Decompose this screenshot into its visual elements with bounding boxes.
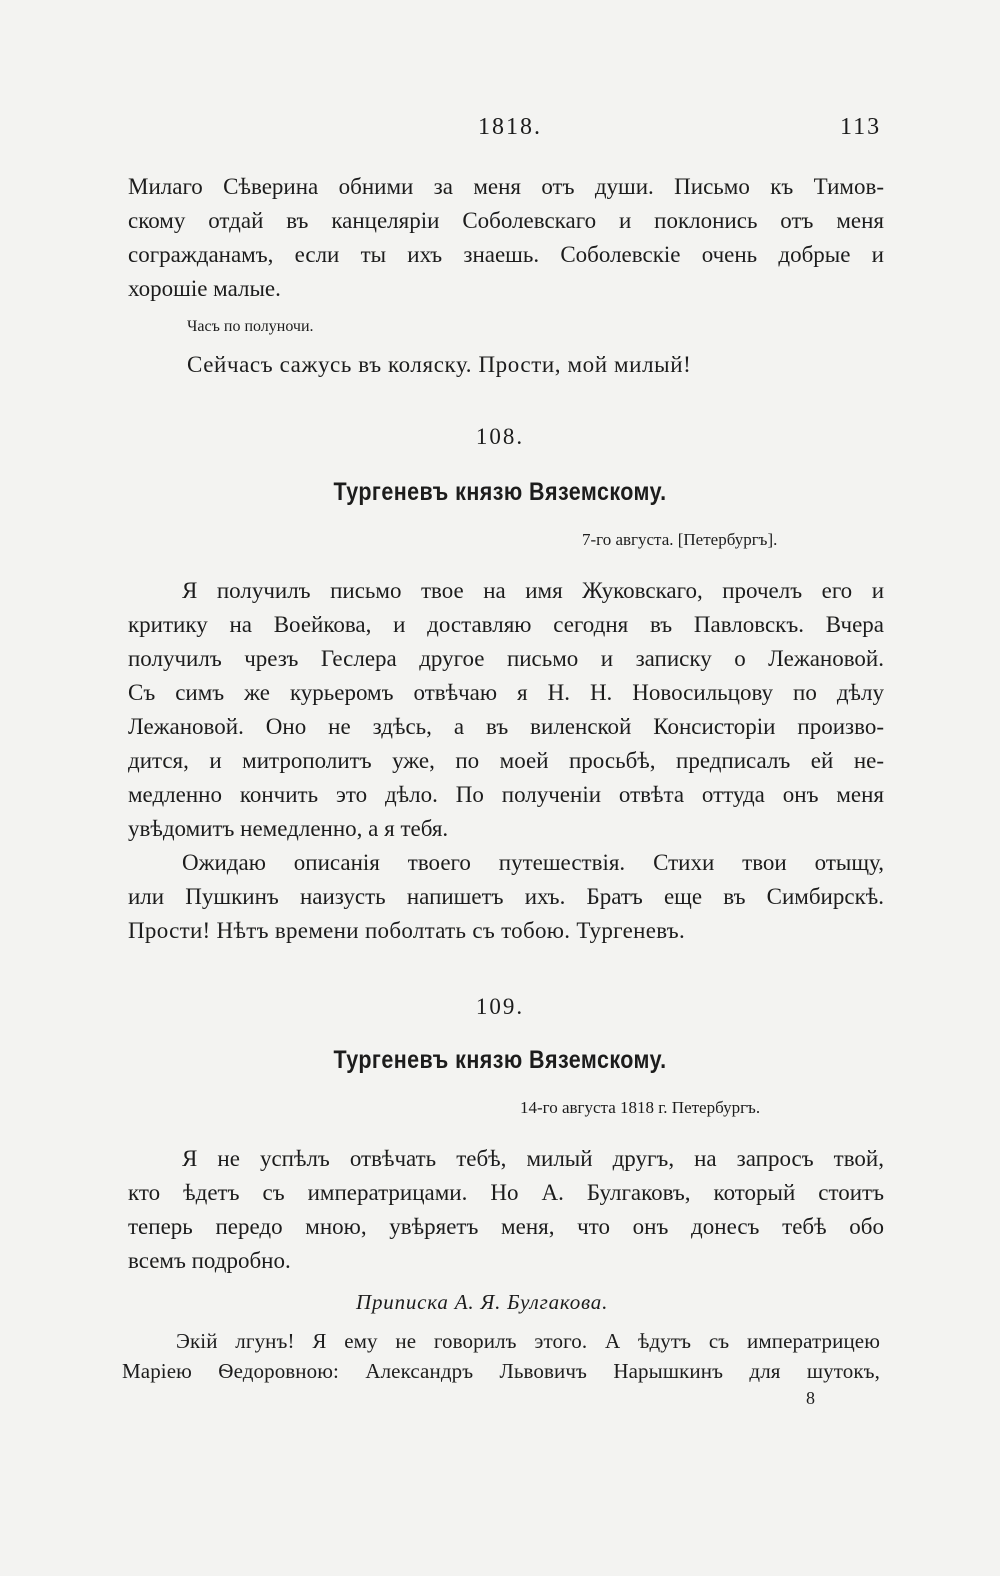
text-line: согражданамъ, если ты ихъ знаешь. Соболевскіе очень добрые и bbox=[128, 242, 884, 267]
text-line: Лежановой. Оно не здѣсь, а въ виленской Консисторіи произво- bbox=[128, 714, 884, 739]
text-line: Я получилъ письмо твое на имя Жуковскаго, прочелъ его и bbox=[182, 578, 884, 603]
text-line: Ожидаю описанія твоего путешествія. Стихи твои отыщу, bbox=[182, 850, 884, 875]
text-line: увѣдомитъ немедленно, а я тебя. bbox=[128, 816, 449, 841]
text-line: Маріею Ѳедоровною: Александръ Львовичъ Нарышкинъ для шутокъ, bbox=[122, 1359, 880, 1383]
text-line: Прости! Нѣтъ времени поболтать съ тобою. Тургеневъ. bbox=[128, 918, 686, 943]
text-line: получилъ чрезъ Геслера другое письмо и записку о Лежановой. bbox=[128, 646, 884, 671]
letter-number: 109. bbox=[475, 994, 525, 1019]
letter-date: 14-го августа 1818 г. Петербургъ. bbox=[520, 1098, 761, 1117]
text-line: кто ѣдетъ съ императрицами. Но А. Булгаковъ, который стоитъ bbox=[128, 1180, 884, 1205]
letter-date: 7-го августа. [Петербургъ]. bbox=[582, 530, 778, 549]
text-line: Я не успѣлъ отвѣчать тебѣ, милый другъ, на запросъ твой, bbox=[182, 1146, 884, 1171]
time-note: Часъ по полуночи. bbox=[187, 318, 314, 335]
text-line: Милаго Сѣверина обними за меня отъ души. Письмо къ Тимов- bbox=[128, 174, 884, 199]
postscript-title: Приписка А. Я. Булгакова. bbox=[356, 1290, 609, 1314]
closing-line: Сейчасъ сажусь въ коляску. Прости, мой милый! bbox=[187, 352, 692, 377]
text-line: критику на Воейкова, и доставляю сегодня въ Павловскъ. Вчера bbox=[128, 612, 884, 637]
text-line: теперь передо мною, увѣряетъ меня, что онъ донесъ тебѣ обо bbox=[128, 1214, 884, 1239]
text-line: Экій лгунъ! Я ему не говорилъ этого. А ѣдутъ съ императрицею bbox=[176, 1329, 880, 1353]
text-line: медленно кончить это дѣло. По полученіи отвѣта оттуда онъ меня bbox=[128, 782, 884, 807]
text-line: хорошіе малые. bbox=[128, 276, 281, 301]
text-line: скому отдай въ канцеляріи Соболевскаго и поклонись отъ меня bbox=[128, 208, 884, 233]
text-line: или Пушкинъ наизусть напишетъ ихъ. Братъ еще въ Симбирскѣ. bbox=[128, 884, 884, 909]
text-line: Съ симъ же курьеромъ отвѣчаю я Н. Н. Новосильцову по дѣлу bbox=[128, 680, 884, 705]
letter-title: Тургеневъ князю Вяземскому. bbox=[333, 478, 667, 506]
letter-title: Тургеневъ князю Вяземскому. bbox=[333, 1046, 667, 1074]
text-line: дится, и митрополитъ уже, по моей просьбѣ, предписалъ ей не- bbox=[128, 748, 884, 773]
letter-number: 108. bbox=[475, 424, 525, 449]
page-number: 113 bbox=[840, 114, 882, 140]
signature-mark: 8 bbox=[806, 1388, 815, 1408]
running-header-year: 1818. bbox=[478, 114, 542, 140]
text-line: всемъ подробно. bbox=[128, 1248, 291, 1273]
